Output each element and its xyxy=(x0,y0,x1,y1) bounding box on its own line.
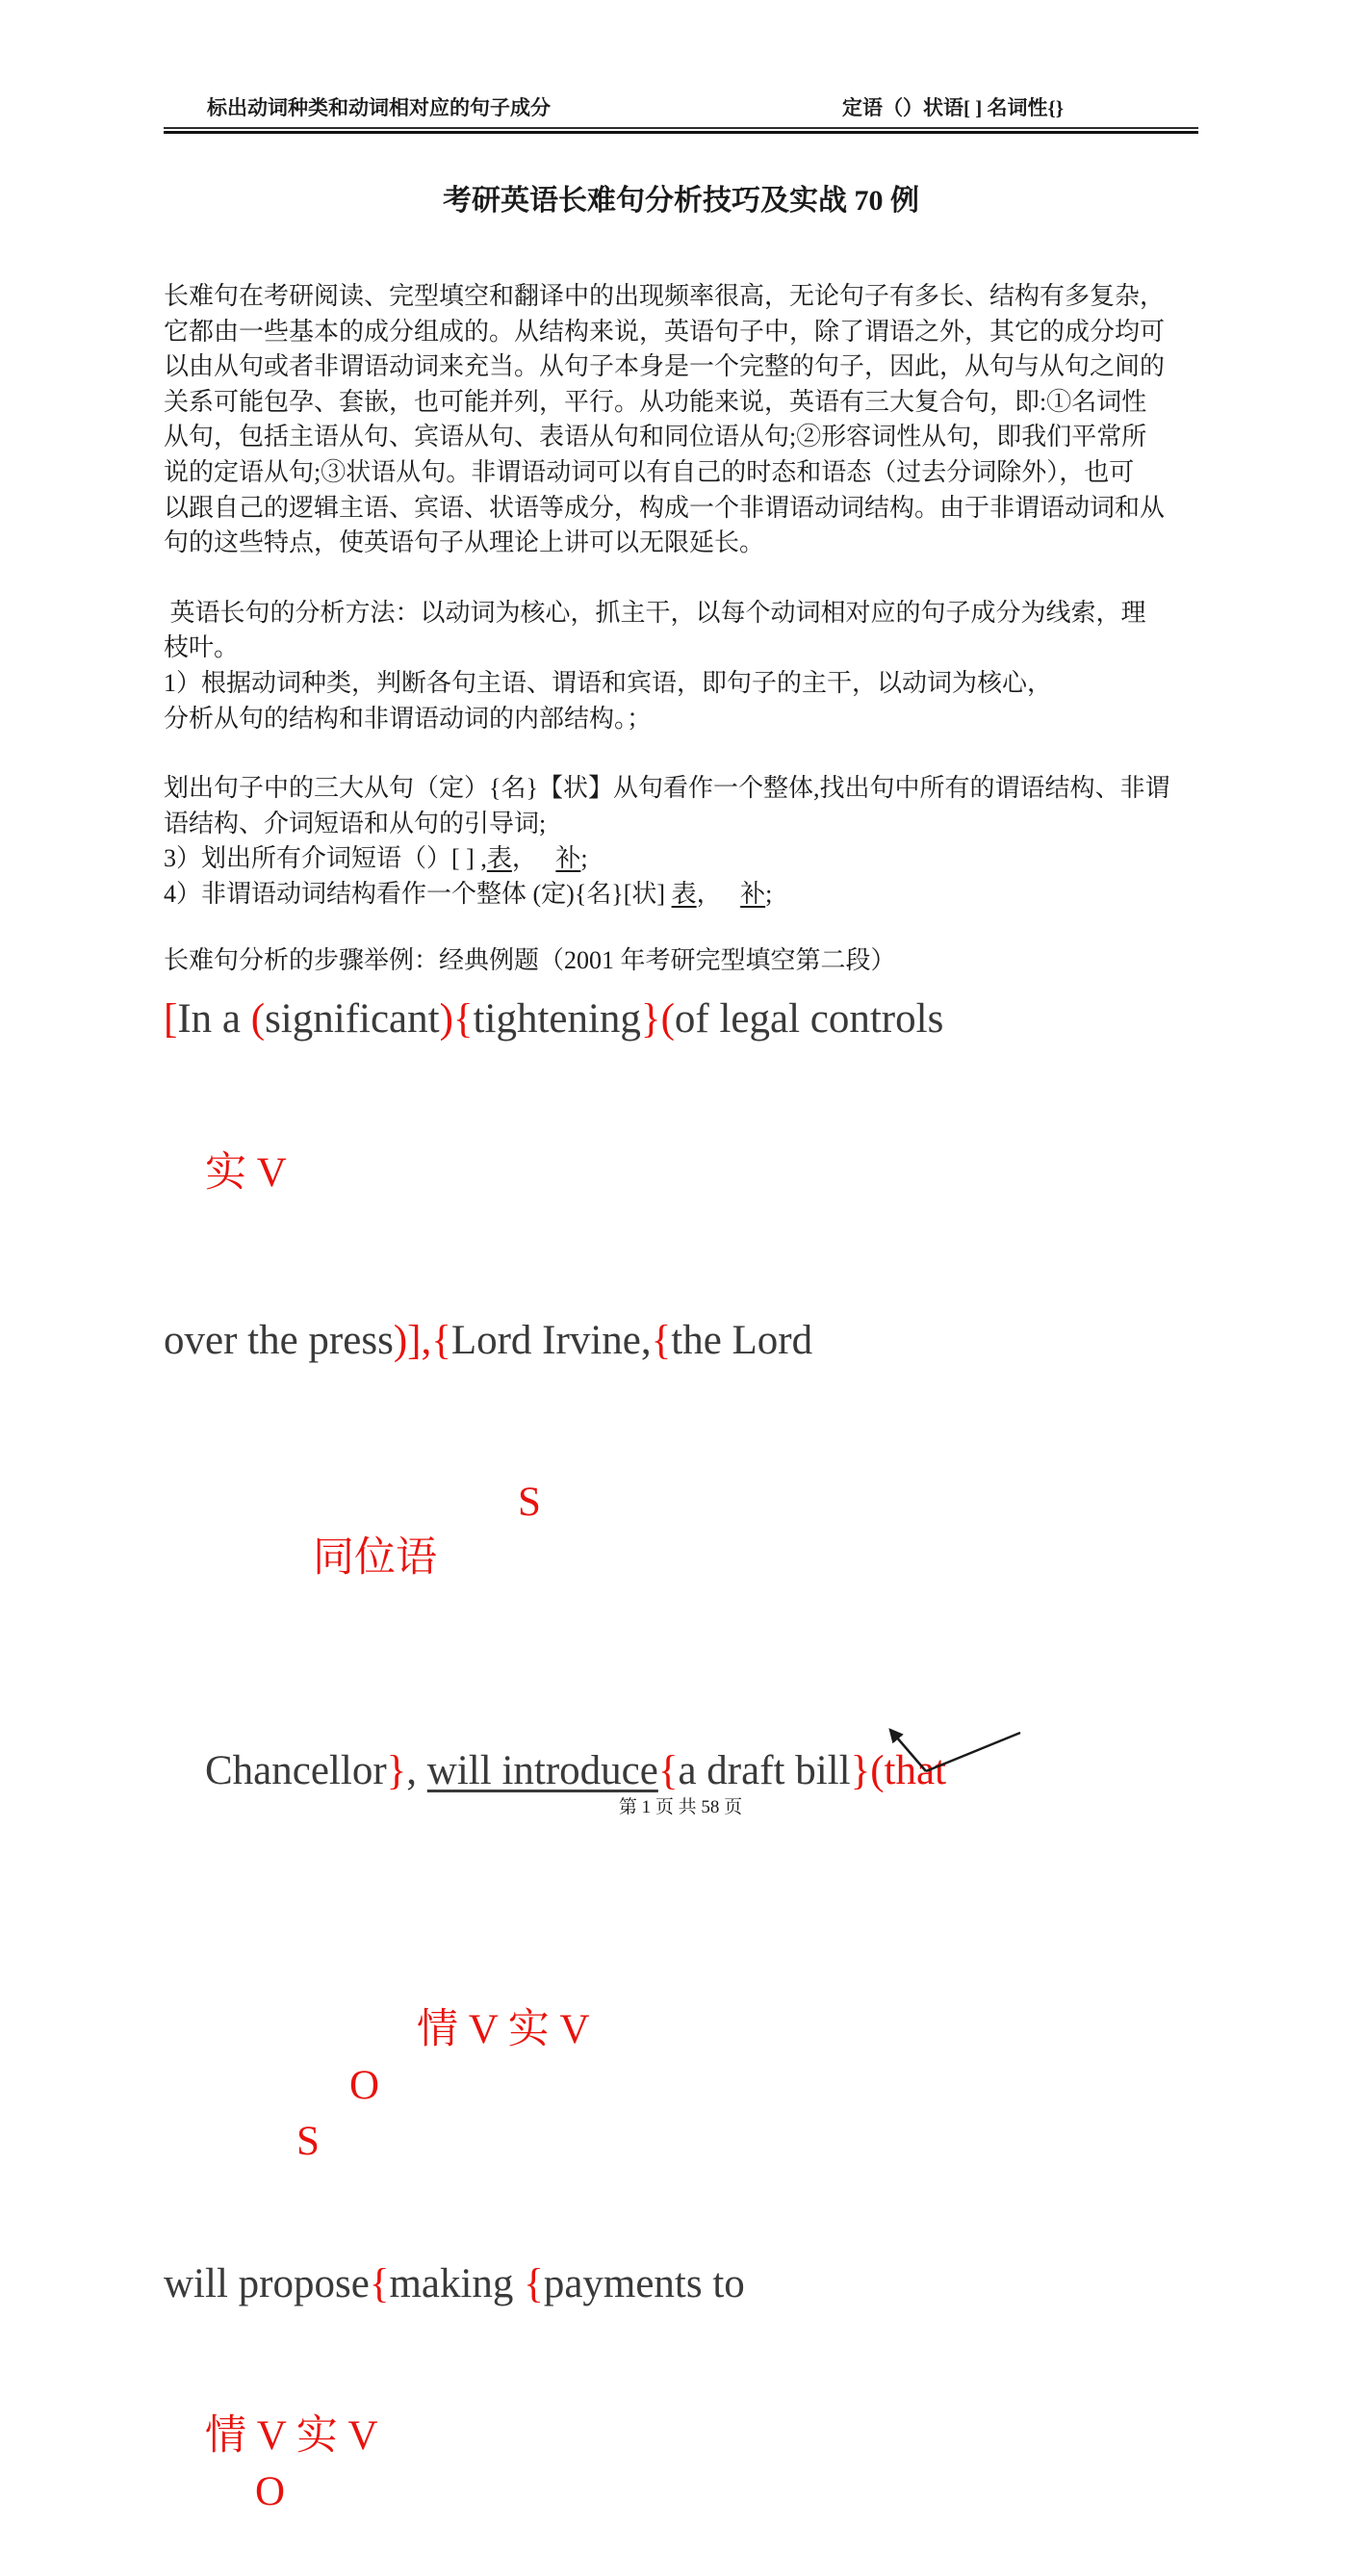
text-segment: 补 xyxy=(555,844,581,873)
intro-line: 以跟自己的逻辑主语、宾语、状语等成分，构成一个非谓语动词结构。由于非谓语动词和从 xyxy=(164,493,1166,522)
text-segment: ) xyxy=(439,996,453,1043)
text-segment: making xyxy=(389,2261,525,2307)
text-segment: In a xyxy=(177,996,251,1043)
method-line: 1）根据动词种类，判断各句主语、谓语和宾语，即句子的主干，以动词为核心， xyxy=(164,668,1053,697)
example-intro-line: 长难句分析的步骤举例：经典例题（2001 年考研完型填空第二段） xyxy=(164,945,896,974)
steps-line: 划出句子中的三大从句（定）{名}【状】从句看作一个整体,找出句中所有的谓语结构、非谓 xyxy=(164,774,1170,803)
text-segment: 补 xyxy=(740,879,766,908)
text-segment: Chancellor xyxy=(205,1748,387,1794)
intro-line: 句的这些特点，使英语句子从理论上讲可以无限延长。 xyxy=(164,528,765,557)
sentence-line-1 xyxy=(164,992,1198,1047)
text-segment: ， xyxy=(696,879,741,908)
text-segment: 表 xyxy=(671,879,697,908)
sentence-line-3-text xyxy=(205,1748,946,1793)
text-segment: the Lord xyxy=(671,1318,813,1364)
text-segment: 表 xyxy=(486,844,512,873)
text-segment: of legal controls xyxy=(674,996,944,1043)
annotation-apposition-label: 同位语 xyxy=(313,1535,437,1582)
method-line: 枝叶。 xyxy=(164,633,240,662)
sentence-line-2 xyxy=(164,1313,1198,1369)
text-segment: ， xyxy=(511,844,556,873)
text-segment: } xyxy=(850,1748,871,1794)
text-segment: significant xyxy=(265,996,440,1043)
text-segment: { xyxy=(651,1318,672,1364)
annotation-subject-label: S xyxy=(518,1480,541,1526)
header-rule-thick-line xyxy=(164,131,1198,134)
text-segment: ( xyxy=(250,996,266,1043)
intro-line: 从句，包括主语从句、宾语从句、表语从句和同位语从句;②形容词性从句，即我们平常所 xyxy=(164,423,1147,451)
steps-line xyxy=(164,841,1198,877)
sentence-line-4 xyxy=(164,2256,1198,2312)
steps-line: 语结构、介词短语和从句的引导词; xyxy=(164,809,547,837)
text-segment: Lord Irvine, xyxy=(450,1318,652,1364)
text-segment: [ xyxy=(164,996,178,1043)
annotation-label-row-1 xyxy=(164,1090,1198,1257)
text-segment: 3）划出所有介词短语（）[ ] , xyxy=(164,844,487,873)
method-line: 英语长句的分析方法：以动词为核心，抓主干，以每个动词相对应的句子成分为线索，理 xyxy=(164,598,1146,627)
annotation-object-label: O xyxy=(349,2063,380,2109)
text-segment: over the press xyxy=(164,1318,394,1364)
intro-line: 说的定语从句;③状语从句。非谓语动词可以有自己的时态和语态（过去分词除外），也可 xyxy=(164,457,1135,486)
annotation-label-row-2 xyxy=(164,1419,1198,1642)
text-segment: 4）非谓语动词结构看作一个整体 (定){名}[状] xyxy=(164,879,672,908)
method-paragraph xyxy=(164,596,1198,736)
document-title: 考研英语长难句分析技巧及实战 70 例 xyxy=(443,185,919,217)
steps-paragraph xyxy=(164,771,1198,912)
header-rule-thin-line xyxy=(164,127,1198,129)
text-segment: will introduce xyxy=(426,1748,658,1794)
intro-line: 关系可能包孕、套嵌，也可能并列，平行。从功能来说，英语有三大复合句，即:①名词性 xyxy=(164,387,1147,416)
text-segment: { xyxy=(452,996,474,1043)
method-line: 分析从句的结构和非谓语动词的内部结构。； xyxy=(164,704,653,733)
text-segment: tightening xyxy=(473,996,641,1043)
header-rule xyxy=(164,127,1198,134)
header-right-text: 定语（）状语[ ] 名词性{} xyxy=(841,96,1064,119)
arrow-annotation xyxy=(876,1721,1040,1789)
text-segment: ; xyxy=(765,879,773,908)
text-segment: ( xyxy=(660,996,675,1043)
text-segment: } xyxy=(640,996,661,1043)
page-footer xyxy=(0,1792,1361,1818)
text-segment: ; xyxy=(580,844,588,873)
intro-line: 长难句在考研阅读、完型填空和翻译中的出现频率很高，无论句子有多长、结构有多复杂， xyxy=(164,282,1166,310)
annotation-modal-real-verb-label: 情 V 实 V xyxy=(417,2007,590,2053)
annotation-modal-real-verb-label: 情 V 实 V xyxy=(205,2413,378,2460)
text-segment: payments to xyxy=(543,2261,745,2307)
annotation-label-row-3 xyxy=(164,1946,1198,2226)
text-segment: { xyxy=(657,1748,679,1794)
page-number-text: 第 1 页 共 58 页 xyxy=(618,1797,743,1817)
intro-paragraph xyxy=(164,279,1198,561)
text-segment: ( xyxy=(870,1748,885,1794)
text-segment: { xyxy=(524,2261,544,2307)
text-segment: { xyxy=(369,2261,390,2307)
steps-line xyxy=(164,877,1198,913)
text-segment: )], xyxy=(393,1318,432,1364)
intro-line: 它都由一些基本的成分组成的。从结构来说，英语句子中，除了谓语之外，其它的成分均可 xyxy=(164,317,1166,346)
annotation-real-verb-label: 实 V xyxy=(205,1150,287,1197)
header-left-text: 标出动词种类和动词相对应的句子成分 xyxy=(207,96,551,119)
annotation-label-row-4 xyxy=(164,2353,1198,2576)
text-segment: , xyxy=(406,1748,427,1794)
annotation-object-label: O xyxy=(255,2469,286,2515)
text-segment: that xyxy=(884,1748,947,1794)
text-segment: will propose xyxy=(164,2261,370,2307)
intro-line: 以由从句或者非谓语动词来充当。从句子本身是一个完整的句子，因此，从句与从句之间的 xyxy=(164,352,1166,381)
text-segment: } xyxy=(386,1748,407,1794)
text-segment: a draft bill xyxy=(678,1748,851,1794)
annotation-subject-label: S xyxy=(296,2119,320,2165)
text-segment: { xyxy=(431,1318,451,1364)
page-header xyxy=(164,94,1198,122)
